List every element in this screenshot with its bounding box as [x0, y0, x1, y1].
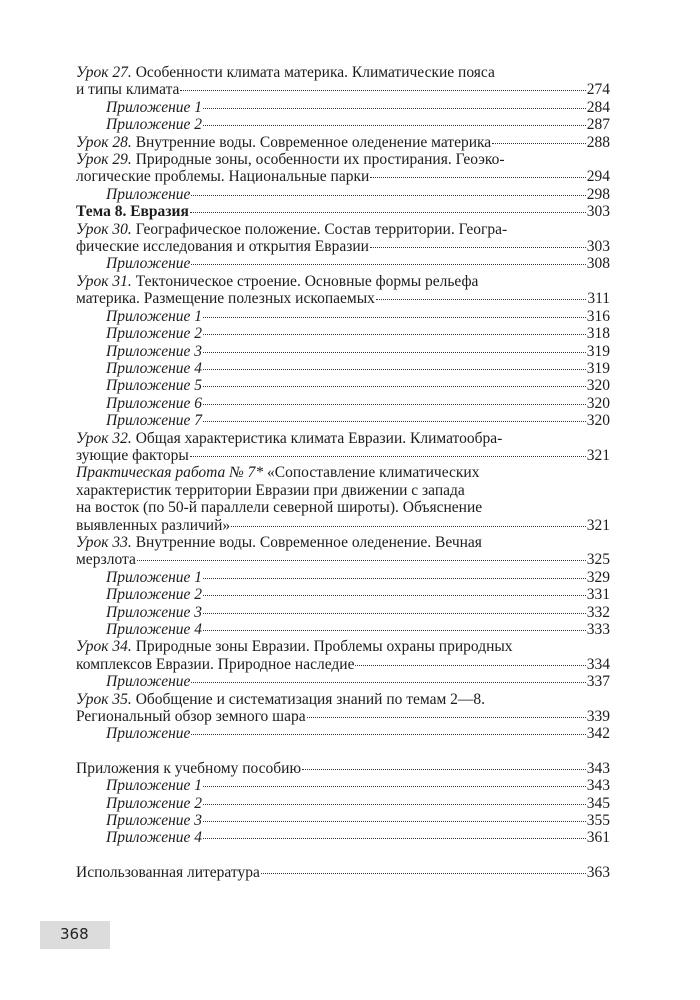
toc-entry-leader-line	[76, 168, 610, 185]
toc-page-number: 284	[586, 98, 610, 116]
toc-entry-line	[76, 638, 610, 655]
toc-entry-leader-line	[76, 290, 610, 307]
toc-entry-leader-line	[106, 360, 610, 377]
toc-page-number: 337	[586, 673, 610, 691]
toc-entry-label: Урок 29.	[76, 151, 132, 169]
toc-entry-label: Урок 33.	[76, 533, 132, 551]
toc-entry-text	[106, 116, 202, 133]
toc-entry-leader-line	[106, 795, 610, 812]
dot-leader	[190, 456, 586, 457]
toc-entry-text	[76, 290, 375, 307]
toc-entry-title: материка. Размещение полезных ископаемых	[76, 290, 375, 308]
toc-entry-line	[76, 482, 610, 499]
toc-entry-leader-line	[106, 621, 610, 638]
toc-page-number: 343	[586, 777, 610, 795]
toc-page-number: 316	[586, 307, 610, 325]
toc-entry-text	[106, 604, 202, 621]
toc-sub-entry	[76, 343, 610, 360]
toc-sub-entry	[76, 116, 610, 133]
toc-entry-label: Приложение 6	[106, 394, 203, 412]
dot-leader	[307, 717, 586, 718]
toc-page-number: 319	[586, 359, 610, 377]
toc-entry	[76, 638, 610, 673]
toc-entry	[76, 691, 610, 726]
dot-leader	[203, 613, 586, 614]
toc-entry	[76, 273, 610, 308]
toc-sub-entry	[76, 360, 610, 377]
dot-leader	[203, 804, 586, 805]
dot-leader	[231, 526, 586, 527]
toc-sub-entry	[76, 673, 610, 690]
toc-entry-line	[76, 691, 610, 708]
toc-sub-entry	[76, 395, 610, 412]
toc-entry-text	[106, 586, 202, 603]
toc-page-number: 345	[586, 794, 610, 812]
toc-entry-title: на восток (по 50-й параллели северной широты). Объяснение	[76, 499, 483, 517]
toc-entry-text	[76, 151, 505, 168]
toc-entry-label: Урок 31.	[76, 272, 132, 290]
toc-entry	[76, 864, 610, 881]
toc-page-number: 321	[586, 516, 610, 534]
toc-page-number: 274	[586, 81, 610, 99]
toc-page-number: 342	[586, 725, 610, 743]
dot-leader	[302, 769, 586, 770]
dot-leader	[355, 665, 585, 666]
toc-entry-text	[106, 412, 202, 429]
toc-page-number: 334	[586, 655, 610, 673]
toc-entry	[76, 151, 610, 186]
toc-entry-label: Приложение 1	[106, 568, 203, 586]
toc-page-number: 329	[586, 568, 610, 586]
toc-entry-label: Приложение 2	[106, 586, 203, 604]
toc-entry-text	[106, 569, 202, 586]
toc-entry-label: Приложение 4	[106, 359, 203, 377]
dot-leader	[203, 595, 586, 596]
toc-entry-leader-line	[106, 325, 610, 342]
dot-leader	[203, 352, 586, 353]
toc-entry-leader-line	[76, 708, 610, 725]
toc-page-number: 298	[586, 185, 610, 203]
toc-entry-title: Общая характеристика климата Евразии. Климатообра-	[131, 429, 503, 447]
toc-page-number: 339	[586, 708, 610, 726]
dot-leader	[376, 299, 586, 300]
dot-leader	[203, 125, 586, 126]
toc-entry-label: Приложение 2	[106, 794, 203, 812]
toc-entry-text	[106, 99, 202, 116]
table-of-contents	[76, 64, 610, 881]
toc-entry-text	[76, 464, 479, 481]
toc-entry-text	[106, 812, 202, 829]
toc-page-number: 303	[586, 238, 610, 256]
toc-entry-title: зующие факторы	[76, 446, 189, 464]
dot-leader	[203, 369, 586, 370]
toc-sub-entry	[76, 725, 610, 742]
toc-page-number: 325	[586, 551, 610, 569]
toc-entry-label: Приложение	[106, 725, 191, 743]
toc-entry-label: Приложение 1	[106, 307, 203, 325]
toc-entry-text	[76, 238, 369, 255]
toc-entry-text	[76, 638, 513, 655]
toc-entry-label: Урок 35.	[76, 690, 132, 708]
toc-entry-leader-line	[106, 395, 610, 412]
toc-entry-text	[76, 64, 495, 81]
toc-entry	[76, 430, 610, 465]
toc-entry-text	[106, 255, 190, 272]
toc-page-number: 355	[586, 812, 610, 830]
toc-entry-text	[106, 621, 202, 638]
toc-page-number: 294	[586, 168, 610, 186]
toc-sub-entry	[76, 412, 610, 429]
toc-entry-line	[76, 499, 610, 516]
toc-entry-leader-line	[76, 81, 610, 98]
toc-entry-leader-line	[106, 116, 610, 133]
toc-entry-label: Урок 30.	[76, 220, 132, 238]
dot-leader	[203, 108, 586, 109]
toc-entry-label: Приложение 4	[106, 621, 203, 638]
toc-entry-text	[106, 325, 202, 342]
toc-entry-text	[106, 725, 190, 742]
toc-entry-line	[76, 534, 610, 551]
toc-entry-text	[106, 343, 202, 360]
toc-entry-line	[76, 151, 610, 168]
toc-entry-text	[106, 829, 202, 846]
toc-entry-title: Природные зоны Евразии. Проблемы охраны природных	[131, 638, 513, 656]
toc-entry-text	[76, 708, 306, 725]
toc-entry-leader-line	[106, 255, 610, 272]
toc-page-number: 319	[586, 342, 610, 360]
toc-entry-label: Приложение 3	[106, 812, 203, 830]
toc-sub-entry	[76, 99, 610, 116]
dot-leader	[203, 838, 586, 839]
toc-entry-title: комплексов Евразии. Природное наследие	[76, 655, 355, 673]
toc-entry-text	[106, 673, 190, 690]
toc-entry-text	[76, 134, 491, 151]
toc-page-number: 287	[586, 116, 610, 134]
toc-sub-entry	[76, 186, 610, 203]
toc-entry-title: фические исследования и открытия Евразии	[76, 238, 369, 256]
toc-entry-leader-line	[76, 551, 610, 568]
toc-entry-text	[106, 795, 202, 812]
toc-sub-entry	[76, 308, 610, 325]
toc-entry-title: выявленных различий»	[76, 516, 231, 534]
toc-entry-label: Тема 8. Евразия	[76, 203, 189, 221]
toc-entry-leader-line	[76, 517, 610, 534]
toc-page-number: 303	[586, 203, 610, 221]
toc-entry-leader-line	[106, 829, 610, 846]
toc-entry-label: Практическая работа № 7*	[76, 464, 264, 482]
toc-sub-entry	[76, 255, 610, 272]
toc-entry-text	[76, 534, 482, 551]
toc-entry-label: Приложение 4	[106, 829, 203, 847]
toc-entry-leader-line	[106, 308, 610, 325]
toc-entry-leader-line	[106, 343, 610, 360]
toc-entry-title: Региональный обзор земного шара	[76, 708, 306, 726]
toc-page-number: 308	[586, 255, 610, 273]
toc-entry-label: Приложение	[106, 185, 191, 203]
toc-entry-label: Урок 28.	[76, 133, 132, 151]
dot-leader	[203, 404, 586, 405]
toc-entry-title: Природные зоны, особенности их простирания. Геоэко-	[131, 151, 505, 169]
toc-entry-text	[106, 186, 190, 203]
toc-page-number: 333	[586, 621, 610, 638]
toc-entry	[76, 64, 610, 99]
dot-leader	[370, 247, 586, 248]
dot-leader	[203, 386, 586, 387]
toc-entry-label: Приложение	[106, 673, 191, 691]
toc-page-number: 343	[586, 759, 610, 777]
toc-entry-text	[76, 499, 482, 516]
toc-entry-label: Приложения к учебному пособию	[76, 759, 302, 777]
toc-entry-text	[106, 395, 202, 412]
toc-entry-text	[106, 360, 202, 377]
toc-entry-text	[76, 430, 502, 447]
toc-entry-leader-line	[106, 812, 610, 829]
toc-entry-text	[76, 168, 369, 185]
toc-page-number: 320	[586, 377, 610, 395]
toc-entry-leader-line	[106, 186, 610, 203]
toc-entry-title: Тектоническое строение. Основные формы рельефа	[131, 272, 479, 290]
toc-entry-text	[76, 760, 301, 777]
toc-entry-text	[76, 551, 136, 568]
toc-sub-entry	[76, 812, 610, 829]
toc-entry-label: Приложение 1	[106, 98, 203, 116]
toc-entry-text	[76, 447, 189, 464]
toc-entry-leader-line	[106, 586, 610, 603]
toc-page-number: 321	[586, 446, 610, 464]
toc-entry-leader-line	[76, 864, 610, 881]
toc-entry-leader-line	[76, 134, 610, 151]
toc-entry-leader-line	[76, 656, 610, 673]
toc-entry-label: Приложение 2	[106, 325, 203, 343]
toc-entry-leader-line	[106, 569, 610, 586]
toc-page-number: 288	[586, 133, 610, 151]
toc-entry	[76, 134, 610, 151]
toc-entry-leader-line	[106, 777, 610, 794]
toc-page-number: 320	[586, 394, 610, 412]
dot-leader	[203, 821, 586, 822]
dot-leader	[191, 195, 585, 196]
toc-sub-entry	[76, 621, 610, 638]
toc-sub-entry	[76, 829, 610, 846]
toc-entry-line	[76, 273, 610, 290]
toc-entry-label: Приложение 1	[106, 777, 203, 795]
toc-entry-title: Внутренние воды. Современное оледенение материка	[131, 133, 492, 151]
toc-sub-entry	[76, 795, 610, 812]
toc-entry-line	[76, 221, 610, 238]
dot-leader	[203, 334, 586, 335]
toc-entry-text	[76, 221, 507, 238]
toc-entry-title: логические проблемы. Национальные парки	[76, 168, 370, 186]
toc-entry	[76, 464, 610, 534]
dot-leader	[191, 734, 585, 735]
toc-entry-title: и типы климата	[76, 81, 180, 99]
toc-entry-label: Приложение 2	[106, 116, 203, 134]
toc-entry	[76, 221, 610, 256]
toc-entry-label: Урок 34.	[76, 638, 132, 656]
toc-entry-text	[76, 691, 485, 708]
toc-entry-leader-line	[106, 673, 610, 690]
toc-sub-entry	[76, 377, 610, 394]
toc-entry-label: Приложение	[106, 255, 191, 273]
dot-leader	[203, 630, 586, 631]
dot-leader	[203, 786, 586, 787]
toc-entry-text	[76, 81, 179, 98]
toc-entry-label: Приложение 3	[106, 603, 203, 621]
toc-entry-text	[106, 777, 202, 794]
toc-entry-text	[76, 517, 230, 534]
toc-entry-label: Урок 32.	[76, 429, 132, 447]
dot-leader	[203, 578, 586, 579]
toc-entry-text	[106, 308, 202, 325]
toc-sub-entry	[76, 604, 610, 621]
dot-leader	[137, 560, 586, 561]
toc-entry-line	[76, 430, 610, 447]
toc-page-number: 361	[586, 829, 610, 847]
dot-leader	[191, 682, 585, 683]
toc-entry-title: характеристик территории Евразии при движении с запада	[76, 481, 465, 499]
toc-sub-entry	[76, 569, 610, 586]
toc-entry-leader-line	[106, 725, 610, 742]
toc-page-number: 311	[587, 290, 610, 308]
toc-entry-line	[76, 64, 610, 81]
toc-entry-title: мерзлота	[76, 551, 136, 569]
page-number: 368	[60, 925, 89, 943]
dot-leader	[190, 212, 586, 213]
toc-entry-title: Обобщение и систематизация знаний по темам 2—8.	[131, 690, 486, 708]
dot-leader	[191, 264, 585, 265]
toc-entry-text	[76, 656, 354, 673]
toc-theme-entry	[76, 203, 610, 220]
toc-entry	[76, 760, 610, 777]
toc-entry-label: Приложение 7	[106, 412, 203, 430]
dot-leader	[492, 143, 586, 144]
toc-sub-entry	[76, 586, 610, 603]
toc-entry-leader-line	[106, 377, 610, 394]
toc-entry-label: Использованная литература	[76, 863, 260, 881]
dot-leader	[261, 873, 586, 874]
toc-sub-entry	[76, 325, 610, 342]
toc-page-number: 320	[586, 412, 610, 430]
dot-leader	[203, 317, 586, 318]
toc-entry-title: Внутренние воды. Современное оледенение. Вечная	[131, 533, 482, 551]
toc-entry-leader-line	[76, 238, 610, 255]
toc-page-number: 363	[586, 863, 610, 881]
dot-leader	[203, 421, 586, 422]
toc-entry-text	[106, 377, 202, 394]
dot-leader	[370, 177, 585, 178]
toc-entry-label: Приложение 5	[106, 377, 203, 395]
dot-leader	[180, 90, 585, 91]
toc-entry-label: Урок 27.	[76, 64, 132, 81]
toc-sub-entry	[76, 777, 610, 794]
toc-page-number: 318	[586, 325, 610, 343]
toc-entry-label: Приложение 3	[106, 342, 203, 360]
toc-entry-leader-line	[76, 760, 610, 777]
toc-entry-text	[76, 273, 478, 290]
toc-entry-leader-line	[106, 412, 610, 429]
toc-entry-title: «Сопоставление климатических	[263, 464, 480, 482]
toc-entry-text	[76, 482, 465, 499]
toc-entry	[76, 534, 610, 569]
toc-entry-leader-line	[76, 447, 610, 464]
toc-page-number: 331	[586, 586, 610, 604]
toc-entry-leader-line	[76, 203, 610, 220]
toc-entry-leader-line	[106, 99, 610, 116]
toc-entry-leader-line	[106, 604, 610, 621]
toc-entry-title: Географическое положение. Состав территории. Геогра-	[131, 220, 508, 238]
toc-entry-text	[76, 864, 260, 881]
toc-entry-title: Особенности климата материка. Климатические пояса	[131, 64, 495, 81]
toc-page-number: 332	[586, 603, 610, 621]
toc-entry-text	[76, 203, 189, 220]
toc-entry-line	[76, 464, 610, 481]
